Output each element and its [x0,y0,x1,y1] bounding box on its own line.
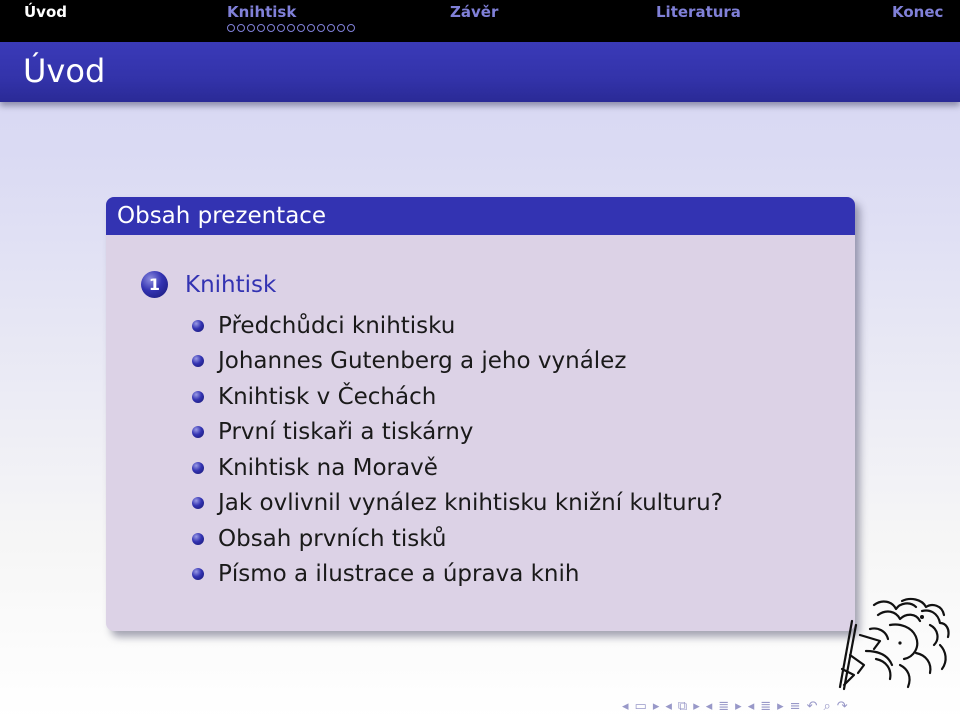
bullet-icon [192,426,204,438]
document-left-icon[interactable]: ◂ [747,699,755,714]
toc-subsection[interactable] [192,521,723,557]
toc-subsection-label[interactable]: Jak ovlivnil vynález knihtisku knižní kulturu? [218,490,723,517]
nav-frame-dot[interactable] [247,24,255,32]
table-of-contents-block [106,197,855,631]
section-right-icon[interactable]: ▸ [735,699,742,714]
block-title: Obsah prezentace [106,197,855,235]
knihtisk-frame-dots [227,24,356,33]
toc-subsection[interactable] [192,344,723,380]
toc-section[interactable] [141,271,276,298]
frame-title-bar [0,42,960,102]
toc-subsection[interactable] [192,557,723,593]
nav-frame-dot[interactable] [337,24,345,32]
nav-frame-dot[interactable] [277,24,285,32]
nav-frame-dot[interactable] [237,24,245,32]
toc-subsection-label[interactable]: Knihtisk v Čechách [218,383,437,410]
nav-section-literatura[interactable]: Literatura [656,3,741,21]
nav-frame-dot[interactable] [327,24,335,32]
toc-subsection-label[interactable]: Předchůdci knihtisku [218,312,456,339]
nav-frame-dot[interactable] [297,24,305,32]
toc-subsection[interactable] [192,308,723,344]
subsection-right-icon[interactable]: ▸ [693,699,700,714]
bullet-icon [192,462,204,474]
nav-frame-dot[interactable] [257,24,265,32]
toc-subsection-label[interactable]: Knihtisk na Moravě [218,454,438,481]
bullet-icon [192,568,204,580]
nav-section-zaver[interactable]: Závěr [450,3,499,21]
document-icon[interactable]: ≣ [760,699,772,714]
toc-subsection[interactable] [192,415,723,451]
toc-subsection-label[interactable]: První tiskaři a tiskárny [218,419,474,446]
section-number-ball: 1 [141,271,168,298]
nav-frame-dot[interactable] [287,24,295,32]
align-icon[interactable]: ≡ [789,699,801,714]
subsection-icon[interactable]: ⧉ [677,699,688,714]
frame-left-icon[interactable]: ◂ [622,699,629,714]
frame-title: Úvod [23,52,106,90]
frame-right-icon[interactable]: ▸ [652,699,660,714]
toc-subsection-label[interactable]: Písmo a ilustrace a úprava knih [218,561,580,588]
search-forward-icon[interactable]: ↷ [836,699,848,714]
bullet-icon [192,497,204,509]
section-icon[interactable]: ≣ [718,699,730,714]
lion-logo-icon [830,595,960,693]
nav-frame-dot[interactable] [347,24,355,32]
toc-subsection-label[interactable]: Obsah prvních tisků [218,525,447,552]
bullet-icon [192,391,204,403]
search-back-icon[interactable]: ↶ [806,699,818,714]
toc-subsection[interactable] [192,450,723,486]
nav-section-uvod[interactable]: Úvod [24,3,68,21]
nav-frame-dot[interactable] [227,24,235,32]
navigation-bar [0,0,960,42]
toc-subsection-list [192,308,723,592]
toc-subsection[interactable] [192,379,723,415]
nav-frame-dot[interactable] [267,24,275,32]
toc-subsection[interactable] [192,486,723,522]
beamer-navigation-controls [622,697,848,717]
nav-frame-dot[interactable] [307,24,315,32]
frame-icon[interactable]: ▭ [634,699,647,714]
bullet-icon [192,533,204,545]
bullet-icon [192,355,204,367]
nav-section-konec[interactable]: Konec [892,3,944,21]
section-left-icon[interactable]: ◂ [705,699,713,714]
bullet-icon [192,320,204,332]
document-right-icon[interactable]: ▸ [777,699,784,714]
nav-section-knihtisk[interactable]: Knihtisk [227,3,297,21]
nav-frame-dot[interactable] [317,24,325,32]
search-icon[interactable]: ⌕ [823,699,831,714]
toc-section-label[interactable]: Knihtisk [185,271,277,298]
toc-subsection-label[interactable]: Johannes Gutenberg a jeho vynález [218,348,627,375]
subsection-left-icon[interactable]: ◂ [665,699,672,714]
